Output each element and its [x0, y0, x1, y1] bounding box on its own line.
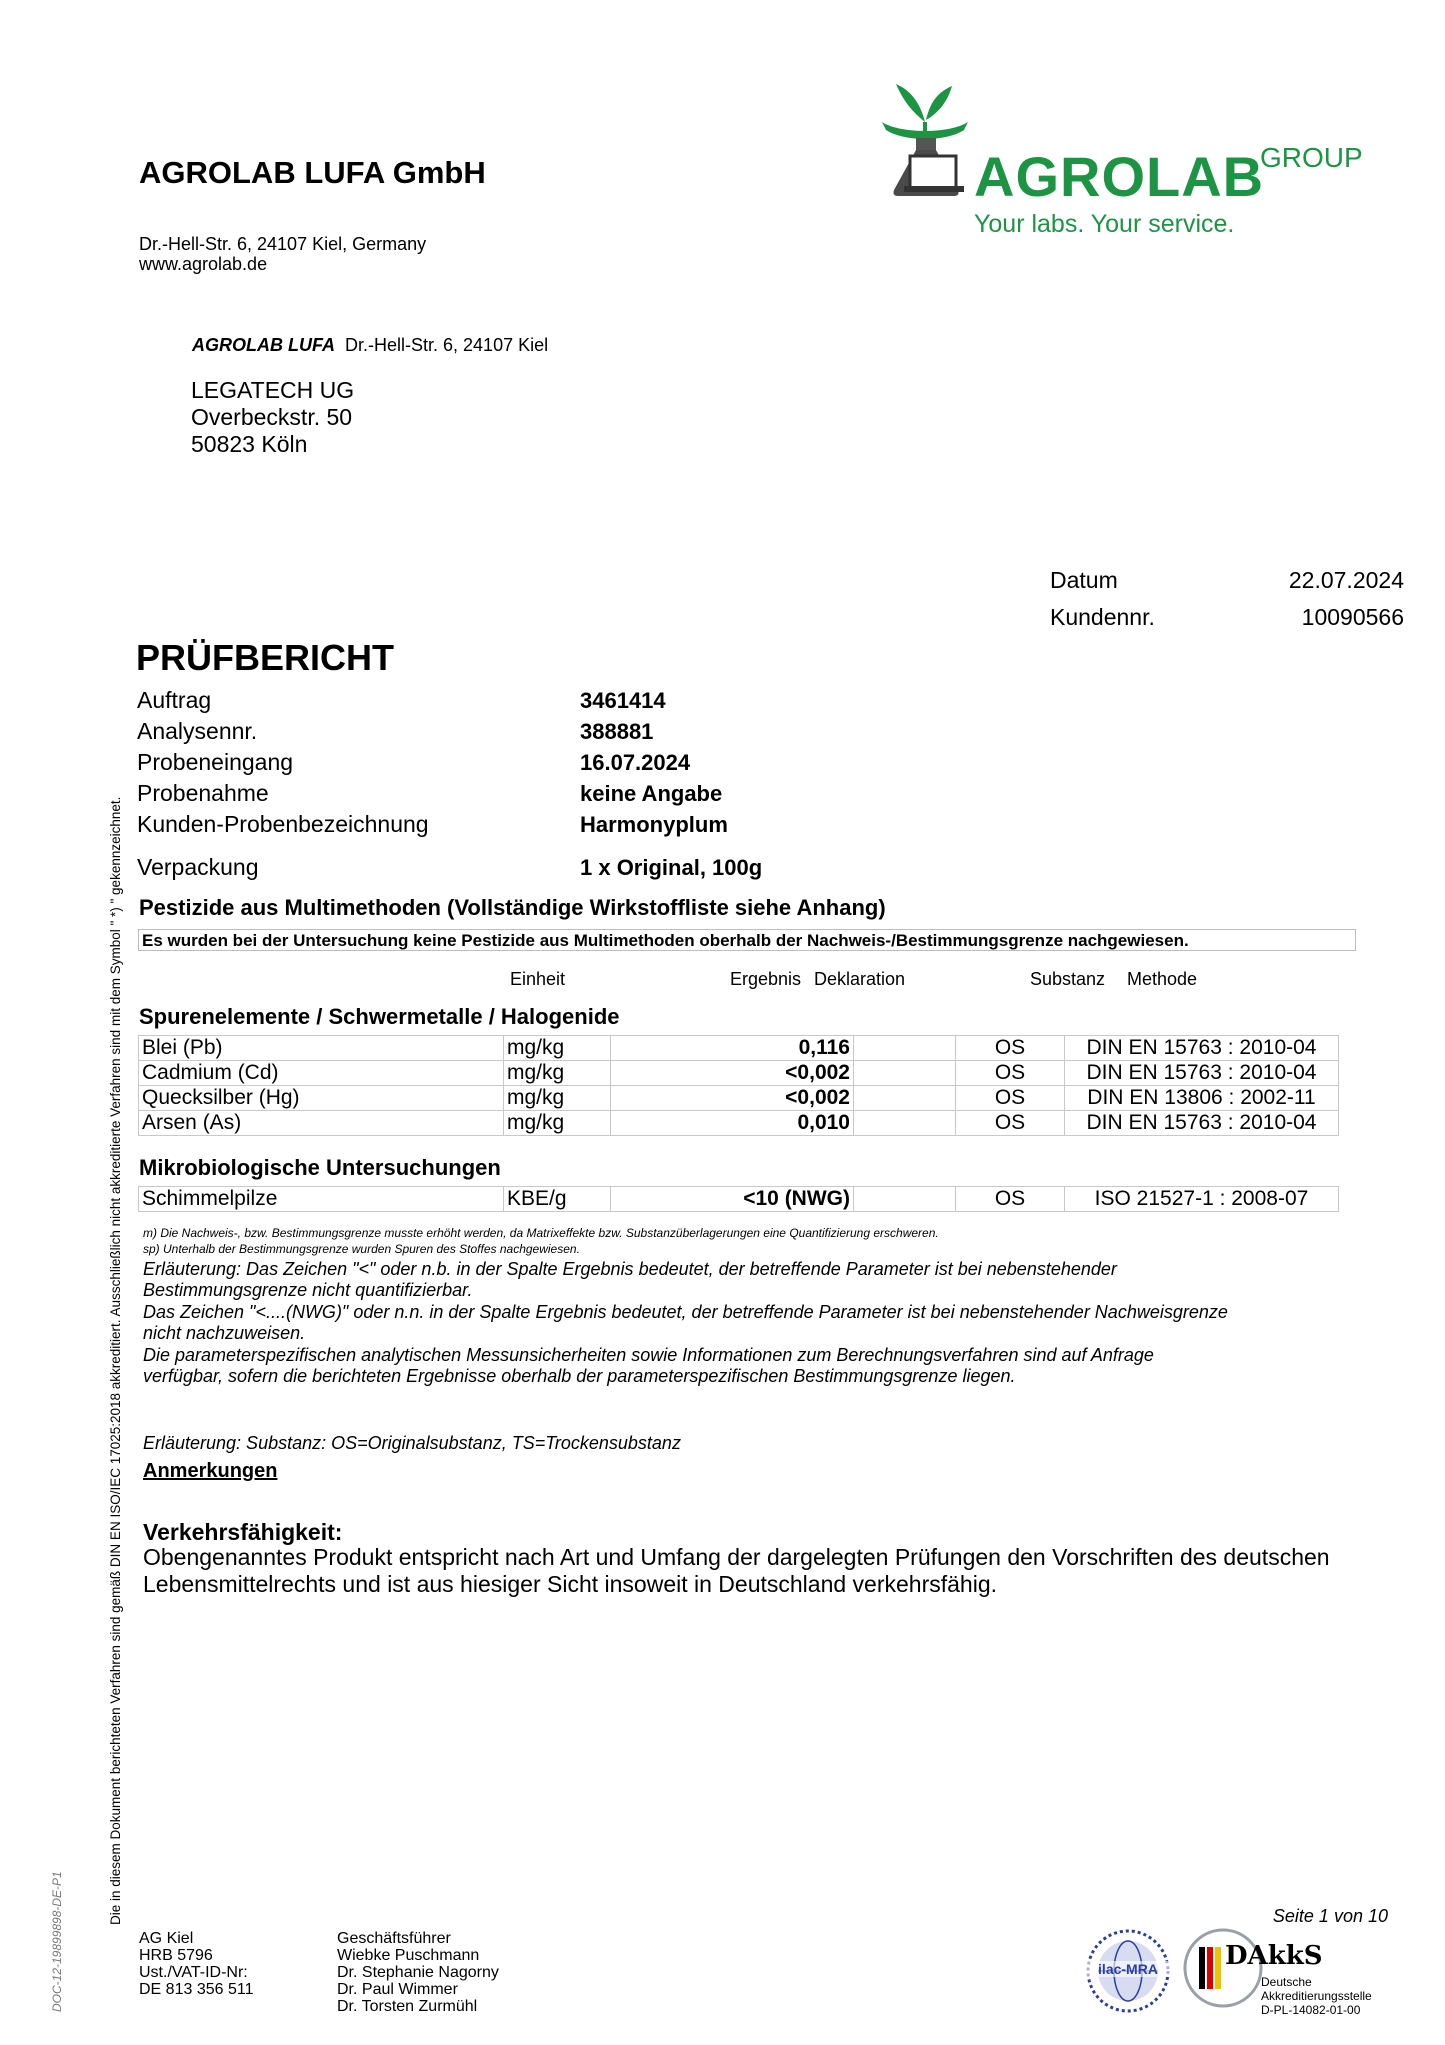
explanation-3b: verfügbar, sofern die berichteten Ergebnisse oberhalb der parameterspezifischen Bestimmungsgrenze liegen. — [143, 1366, 1016, 1386]
dakks-line1: Deutsche — [1261, 1975, 1312, 1989]
footnote-sp: sp) Unterhalb der Bestimmungsgrenze wurden Spuren des Stoffes nachgewiesen. — [143, 1242, 580, 1256]
footer-vat-number: DE 813 356 511 — [139, 1981, 254, 1998]
footer-vat-label: Ust./VAT-ID-Nr: — [139, 1964, 248, 1981]
substance-explanation: Erläuterung: Substanz: OS=Originalsubstanz, TS=Trockensubstanz — [143, 1433, 681, 1453]
col-header-result: Ergebnis — [730, 969, 802, 989]
info-label-analysennr: Analysennr. — [137, 718, 258, 744]
footer-registration — [139, 1930, 253, 1998]
cell-unit: mg/kg — [504, 1036, 611, 1061]
accreditation-side-note: Die in diesem Dokument berichteten Verfahren sind gemäß DIN EN ISO/IEC 17025:2018 akkreditiert. Ausschließlich nicht akkreditierte Verfahren sind mit dem Symbol " *) " gekennzeichnet. — [108, 796, 123, 1925]
cell-parameter: Cadmium (Cd) — [139, 1061, 504, 1086]
remarks-heading: Anmerkungen — [143, 1460, 278, 1482]
footer-manager: Dr. Paul Wimmer — [337, 1981, 458, 1998]
info-label-probeneingang: Probeneingang — [137, 749, 294, 775]
cell-parameter: Schimmelpilze — [139, 1187, 504, 1212]
recipient-city: 50823 Köln — [191, 431, 308, 457]
microbiology-table — [138, 1186, 1339, 1212]
cell-result: <10 (NWG) — [611, 1187, 854, 1212]
col-header-substance: Substanz — [1030, 969, 1106, 989]
ilac-label: ilac-MRA — [1085, 1961, 1171, 1977]
sender-line — [192, 335, 548, 356]
dakks-logo — [1183, 1923, 1393, 2023]
cell-result: 0,010 — [611, 1111, 854, 1136]
cell-declaration — [854, 1111, 956, 1136]
cell-unit: KBE/g — [504, 1187, 611, 1212]
explanation-3: Die parameterspezifischen analytischen Messunsicherheiten sowie Informationen zum Berechnungsverfahren sind auf Anfrage — [143, 1345, 1154, 1365]
company-website[interactable]: www.agrolab.de — [139, 254, 268, 274]
info-value-bezeichnung: Harmonyplum — [580, 812, 728, 837]
company-name: AGROLAB LUFA GmbH — [139, 155, 486, 190]
logo-wordmark: AGROLAB — [974, 145, 1265, 208]
sender-address: Dr.-Hell-Str. 6, 24107 Kiel — [345, 335, 549, 355]
table-row — [139, 1086, 1339, 1111]
cell-parameter: Quecksilber (Hg) — [139, 1086, 504, 1111]
footer-manager: Dr. Torsten Zurmühl — [337, 1998, 478, 2015]
cell-declaration — [854, 1086, 956, 1111]
cell-declaration — [854, 1061, 956, 1086]
cell-method: DIN EN 15763 : 2010-04 — [1065, 1061, 1339, 1086]
footnote-m: m) Die Nachweis-, bzw. Bestimmungsgrenze musste erhöht werden, da Matrixeffekte bzw. Substanzüberlagerungen eine Quantifizierung erschweren. — [143, 1226, 939, 1240]
cell-unit: mg/kg — [504, 1061, 611, 1086]
cell-method: ISO 21527-1 : 2008-07 — [1065, 1187, 1339, 1212]
col-header-method: Methode — [1127, 969, 1198, 989]
cell-method: DIN EN 13806 : 2002-11 — [1065, 1086, 1339, 1111]
dakks-id: D-PL-14082-01-00 — [1261, 2003, 1361, 2017]
cell-result: 0,116 — [611, 1036, 854, 1061]
info-value-auftrag: 3461414 — [580, 688, 666, 713]
cell-substance: OS — [956, 1111, 1065, 1136]
marketability-text: Obengenanntes Produkt entspricht nach Art und Umfang der dargelegten Prüfungen den Vorschriften des deutschen Lebensmittelrechts und ist aus hiesiger Sicht insoweit in Deutschland verkehrsfähig. — [143, 1544, 1330, 1597]
info-value-probenahme: keine Angabe — [580, 781, 723, 806]
cell-unit: mg/kg — [504, 1111, 611, 1136]
sender-name: AGROLAB LUFA — [192, 335, 335, 355]
cell-substance: OS — [956, 1061, 1065, 1086]
document-code: DOC-12-19899898-DE-P1 — [50, 1871, 64, 2012]
cell-parameter: Arsen (As) — [139, 1111, 504, 1136]
customer-number-value: 10090566 — [1301, 604, 1404, 630]
report-title: PRÜFBERICHT — [136, 637, 394, 678]
logo-tagline: Your labs. Your service. — [974, 210, 1235, 238]
info-label-probenahme: Probenahme — [137, 780, 269, 806]
dakks-wordmark: DAkkS — [1225, 1941, 1323, 1971]
marketability-heading: Verkehrsfähigkeit: — [143, 1519, 343, 1545]
cell-result: <0,002 — [611, 1061, 854, 1086]
footer-management-title: Geschäftsführer — [337, 1930, 451, 1947]
cell-parameter: Blei (Pb) — [139, 1036, 504, 1061]
cell-declaration — [854, 1187, 956, 1212]
cell-unit: mg/kg — [504, 1086, 611, 1111]
trace-elements-table — [138, 1035, 1339, 1136]
info-value-verpackung: 1 x Original, 100g — [580, 855, 763, 880]
cell-substance: OS — [956, 1086, 1065, 1111]
cell-method: DIN EN 15763 : 2010-04 — [1065, 1111, 1339, 1136]
cell-method: DIN EN 15763 : 2010-04 — [1065, 1036, 1339, 1061]
explanation-1: Erläuterung: Das Zeichen "<" oder n.b. in der Spalte Ergebnis bedeutet, der betreffende Parameter ist bei nebenstehender — [143, 1259, 1117, 1279]
table-row — [139, 1111, 1339, 1136]
cell-result: <0,002 — [611, 1086, 854, 1111]
date-label: Datum — [1050, 567, 1118, 593]
recipient-name: LEGATECH UG — [191, 377, 355, 403]
col-header-unit: Einheit — [510, 969, 566, 989]
explanation-1b: Bestimmungsgrenze nicht quantifizierbar. — [143, 1280, 473, 1300]
customer-number-label: Kundennr. — [1050, 604, 1155, 630]
company-address: Dr.-Hell-Str. 6, 24107 Kiel, Germany — [139, 234, 427, 254]
table-row — [139, 1187, 1339, 1212]
date-value: 22.07.2024 — [1288, 567, 1404, 593]
explanation-2b: nicht nachzuweisen. — [143, 1323, 306, 1343]
info-label-bezeichnung: Kunden-Probenbezeichnung — [137, 811, 429, 837]
cell-substance: OS — [956, 1187, 1065, 1212]
info-label-verpackung: Verpackung — [137, 854, 259, 880]
table-row — [139, 1061, 1339, 1086]
footer-court: AG Kiel — [139, 1930, 194, 1947]
ilac-mra-logo — [1085, 1928, 1171, 2014]
trace-elements-heading: Spurenelemente / Schwermetalle / Halogenide — [139, 1004, 620, 1029]
lab-flask-plant-icon — [880, 82, 970, 202]
footer-management — [337, 1930, 499, 2015]
page-number: Seite 1 von 10 — [1272, 1906, 1388, 1926]
dakks-line2: Akkreditierungsstelle — [1261, 1989, 1372, 2003]
explanation-2: Das Zeichen "<....(NWG)" oder n.n. in der Spalte Ergebnis bedeutet, der betreffende Parameter ist bei nebenstehender Nachweisgrenze — [143, 1302, 1228, 1322]
cell-substance: OS — [956, 1036, 1065, 1061]
info-label-auftrag: Auftrag — [137, 687, 212, 713]
agrolab-logo — [880, 82, 1380, 242]
footer-manager: Dr. Stephanie Nagorny — [337, 1964, 499, 1981]
footer-manager: Wiebke Puschmann — [337, 1947, 480, 1964]
microbiology-heading: Mikrobiologische Untersuchungen — [139, 1155, 501, 1180]
recipient-street: Overbeckstr. 50 — [191, 404, 353, 430]
footer-hrb: HRB 5796 — [139, 1947, 213, 1964]
table-row — [139, 1036, 1339, 1061]
info-value-probeneingang: 16.07.2024 — [580, 750, 691, 775]
cell-declaration — [854, 1036, 956, 1061]
pesticides-notice: Es wurden bei der Untersuchung keine Pestizide aus Multimethoden oberhalb der Nachweis-/Bestimmungsgrenze nachgewiesen. — [138, 929, 1356, 951]
col-header-declaration: Deklaration — [814, 969, 906, 989]
logo-group-label: GROUP — [1260, 142, 1363, 173]
info-value-analysennr: 388881 — [580, 719, 654, 744]
pesticides-heading: Pestizide aus Multimethoden (Vollständige Wirkstoffliste siehe Anhang) — [139, 895, 886, 920]
